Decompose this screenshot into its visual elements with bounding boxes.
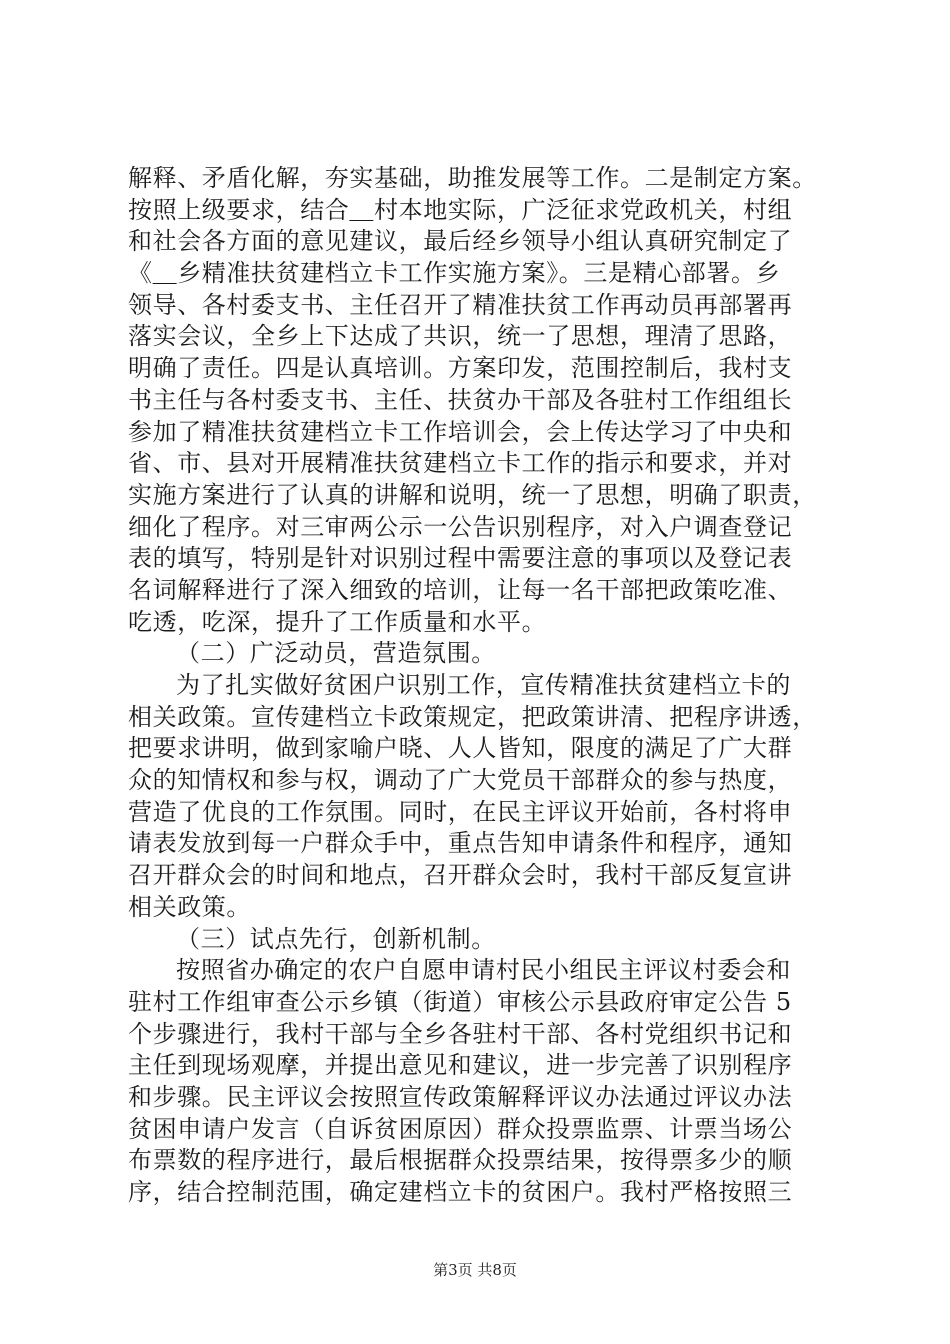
text-line: 书主任与各村委支书、主任、扶贫办干部及各驻村工作组组长 bbox=[128, 385, 793, 414]
text-line: 名词解释进行了深入细致的培训，让每一名干部把政策吃准、 bbox=[128, 575, 793, 604]
text-line: 领导、各村委支书、主任召开了精准扶贫工作再动员再部署再 bbox=[128, 290, 793, 319]
text-line: 相关政策。 bbox=[128, 892, 251, 921]
text-line: （二）广泛动员，营造氛围。 bbox=[176, 639, 496, 668]
text-line: 把要求讲明，做到家喻户晓、人人皆知，限度的满足了广大群 bbox=[128, 734, 793, 763]
text-line: （三）试点先行，创新机制。 bbox=[176, 924, 496, 953]
text-line: 众的知情权和参与权，调动了广大党员干部群众的参与热度， bbox=[128, 766, 793, 795]
text-line: 个步骤进行，我村干部与全乡各驻村干部、各村党组织书记和 bbox=[128, 1019, 793, 1048]
page-number: 第3页 共8页 bbox=[433, 1261, 517, 1279]
text-line: 请表发放到每一户群众手中，重点告知申请条件和程序，通知 bbox=[128, 829, 793, 858]
text-line: 细化了程序。对三审两公示一公告识别程序，对入户调查登记 bbox=[128, 512, 793, 541]
text-line: 省、市、县对开展精准扶贫建档立卡工作的指示和要求，并对 bbox=[128, 449, 793, 478]
text-line: 驻村工作组审查公示乡镇（街道）审核公示县政府审定公告 5 bbox=[128, 987, 792, 1016]
text-line: 按照省办确定的农户自愿申请村民小组民主评议村委会和 bbox=[176, 956, 791, 985]
page-footer bbox=[0, 1260, 950, 1280]
text-line: 表的填写，特别是针对识别过程中需要注意的事项以及登记表 bbox=[128, 544, 793, 573]
text-line: 明确了责任。四是认真培训。方案印发，范围控制后，我村支 bbox=[128, 354, 793, 383]
text-line: 相关政策。宣传建档立卡政策规定，把政策讲清、把程序讲透， bbox=[128, 702, 817, 731]
text-line: 召开群众会的时间和地点，召开群众会时，我村干部反复宣讲 bbox=[128, 861, 793, 890]
text-line: 和社会各方面的意见建议，最后经乡领导小组认真研究制定了 bbox=[128, 227, 793, 256]
text-line: 《＿乡精准扶贫建档立卡工作实施方案》。三是精心部署。乡 bbox=[128, 259, 781, 288]
text-line: 落实会议，全乡上下达成了共识，统一了思想，理清了思路， bbox=[128, 322, 793, 351]
text-line: 和步骤。民主评议会按照宣传政策解释评议办法通过评议办法 bbox=[128, 1082, 793, 1111]
text-line: 布票数的程序进行，最后根据群众投票结果，按得票多少的顺 bbox=[128, 1146, 793, 1175]
document-body bbox=[128, 163, 840, 1209]
text-line: 参加了精准扶贫建档立卡工作培训会，会上传达学习了中央和 bbox=[128, 417, 793, 446]
text-line: 贫困申请户发言（自诉贫困原因）群众投票监票、计票当场公 bbox=[128, 1114, 793, 1143]
text-line: 解释、矛盾化解，夯实基础，助推发展等工作。二是制定方案。 bbox=[128, 164, 817, 192]
text-line: 营造了优良的工作氛围。同时，在民主评议开始前，各村将申 bbox=[128, 797, 793, 826]
text-line: 序，结合控制范围，确定建档立卡的贫困户。我村严格按照三 bbox=[128, 1178, 793, 1206]
text-line: 主任到现场观摩，并提出意见和建议，进一步完善了识别程序 bbox=[128, 1051, 793, 1080]
text-line: 按照上级要求，结合＿村本地实际，广泛征求党政机关，村组 bbox=[128, 195, 793, 224]
text-line: 吃透，吃深，提升了工作质量和水平。 bbox=[128, 607, 547, 636]
text-line: 实施方案进行了认真的讲解和说明，统一了思想，明确了职责， bbox=[128, 480, 817, 509]
text-line: 为了扎实做好贫困户识别工作，宣传精准扶贫建档立卡的 bbox=[176, 671, 791, 699]
